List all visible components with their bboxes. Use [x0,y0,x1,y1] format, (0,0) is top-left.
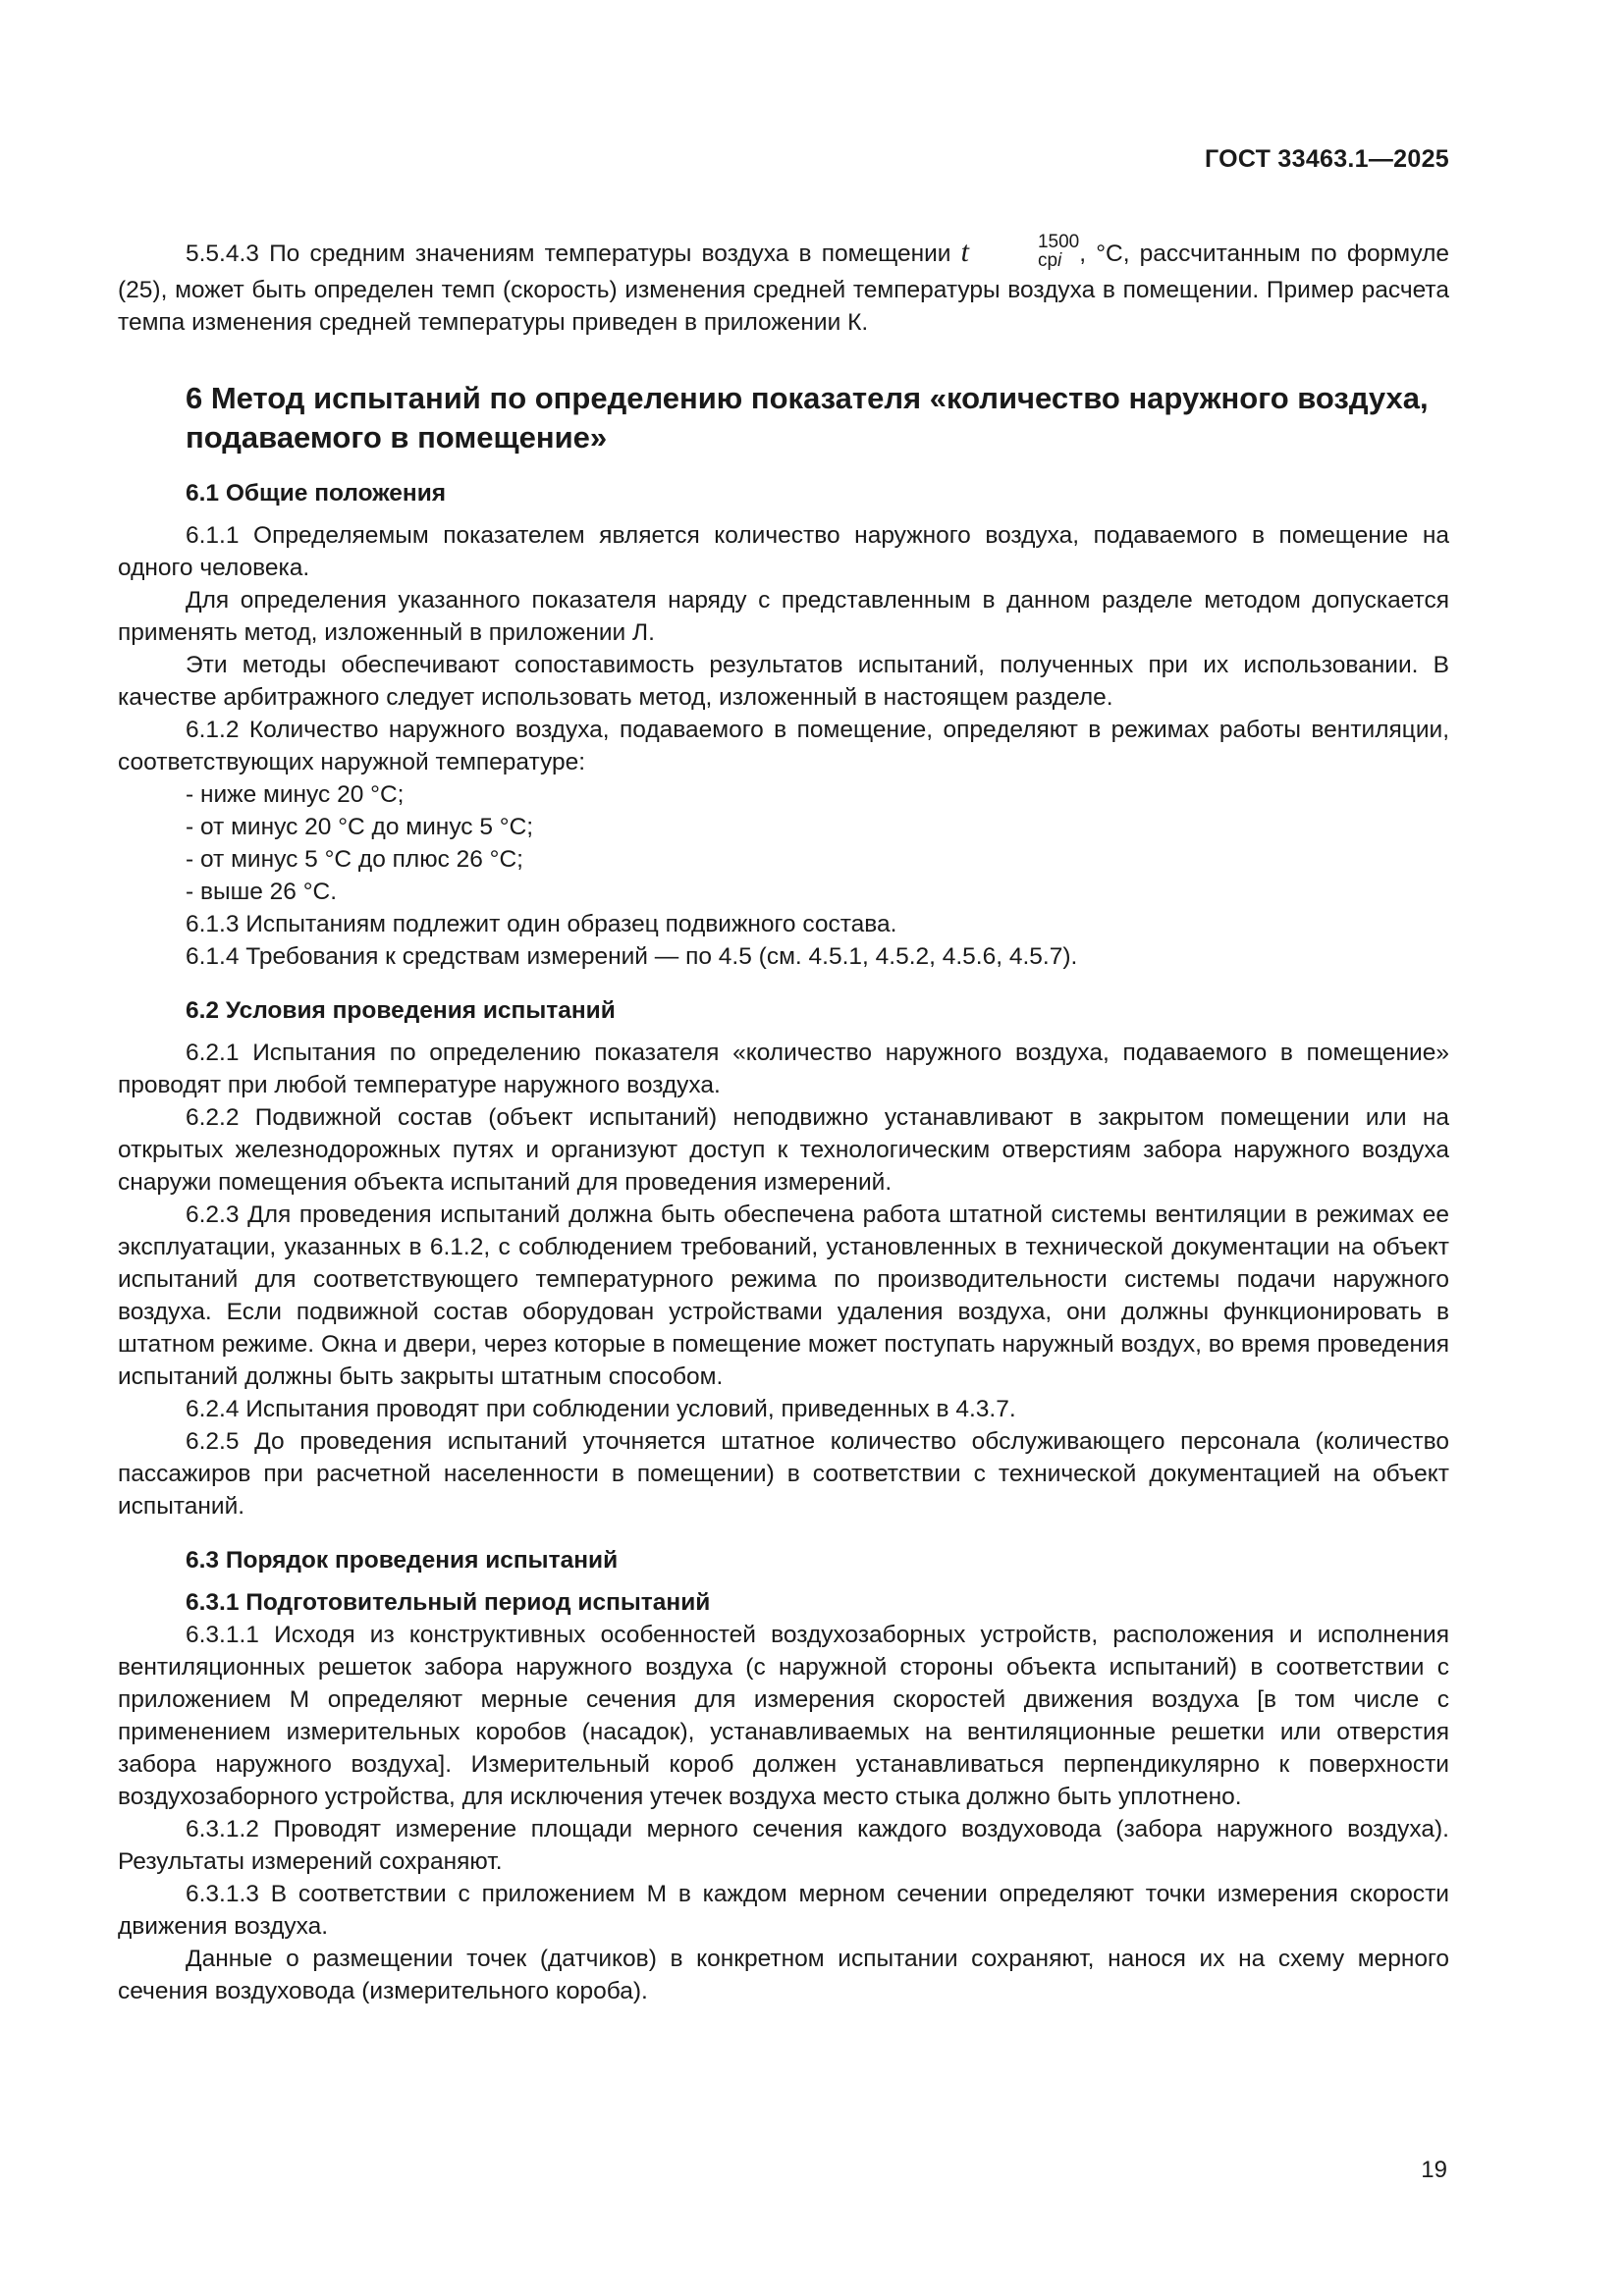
list-item: - от минус 20 °С до минус 5 °С; [186,813,534,840]
section-6-1-heading: 6.1 Общие положения [186,479,447,507]
paragraph-6-3-1-2: 6.3.1.2 Проводят измерение площади мерного сечения каждого воздуховода (забора наружного воздуха). Результаты измерений сохраняют. [118,1815,1449,1875]
page-number: 19 [1421,2157,1447,2183]
list-item: - выше 26 °С. [186,878,338,905]
paragraph-5-5-4-3 [118,231,1449,339]
document-code-header: ГОСТ 33463.1—2025 [1204,145,1449,173]
paragraph-text: , °С, рассчитанным по формуле (25), может быть определен темп (скорость) изменения средней температуры воздуха в помещении. Пример расчета темпа изменения средней температуры приведен в приложении К. [118,240,1449,336]
paragraph: Эти методы обеспечивают сопоставимость результатов испытаний, полученных при их использовании. В качестве арбитражного следует использовать метод, изложенный в настоящем разделе. [118,651,1449,711]
formula-indices [970,233,1079,270]
section-6-heading: 6 Метод испытаний по определению показателя «количество наружного воздуха, подаваемого в помещение» [186,380,1429,454]
formula-variable-t: t [960,236,969,268]
paragraph-6-2-3: 6.2.3 Для проведения испытаний должна быть обеспечена работа штатной системы вентиляции в режимах ее эксплуатации, указанных в 6.1.2, с соблюдением требований, установленных в технической документации на объект испытаний для соответствующего температурного режима по производительности системы подачи наружного воздуха. Если подвижной состав оборудован устройствами удаления воздуха, они должны функционировать в штатном режиме. Окна и двери, через которые в помещение может поступать наружный воздух, во время проведения испытаний должны быть закрыты штатным способом. [118,1201,1449,1390]
paragraph-6-2-1: 6.2.1 Испытания по определению показателя «количество наружного воздуха, подаваемого в помещение» проводят при любой температуре наружного воздуха. [118,1039,1449,1098]
paragraph: Для определения указанного показателя наряду с представленным в данном разделе методом допускается применять метод, изложенный в приложении Л. [118,586,1449,646]
formula-superscript: 1500 [1037,231,1080,252]
paragraph-6-2-5: 6.2.5 До проведения испытаний уточняется штатное количество обслуживающего персонала (количество пассажиров при расчетной населенности в помещении) в соответствии с технической документацией на объект испытаний. [118,1427,1449,1520]
paragraph-6-2-4: 6.2.4 Испытания проводят при соблюдении условий, приведенных в 4.3.7. [186,1395,1016,1422]
paragraph-text: 5.5.4.3 По средним значениям температуры воздуха в помещении [186,240,961,267]
paragraph-6-3-1-1: 6.3.1.1 Исходя из конструктивных особенностей воздухозаборных устройств, расположения и исполнения вентиляционных решеток забора наружного воздуха (с наружной стороны объекта испытаний) в соответствии с приложением М определяют мерные сечения для измерения скоростей движения воздуха [в том числе с применением измерительных коробов (насадок), устанавливаемых на вентиляционные решетки или отверстия забора наружного воздуха]. Измерительный короб должен устанавливаться перпендикулярно к поверхности воздухозаборного устройства, для исключения утечек воздуха место стыка должно быть уплотнено. [118,1621,1449,1810]
section-6-3-1-heading: 6.3.1 Подготовительный период испытаний [186,1588,711,1616]
paragraph-6-1-2: 6.1.2 Количество наружного воздуха, подаваемого в помещение, определяют в режимах работы вентиляции, соответствующих наружной температуре: [118,716,1449,775]
paragraph-6-1-1: 6.1.1 Определяемым показателем является количество наружного воздуха, подаваемого в помещение на одного человека. [118,521,1449,581]
section-6-2-heading: 6.2 Условия проведения испытаний [186,996,616,1024]
page-content [118,231,1449,2007]
paragraph-6-1-4: 6.1.4 Требования к средствам измерений — по 4.5 (см. 4.5.1, 4.5.2, 4.5.6, 4.5.7). [186,942,1078,970]
paragraph-6-1-3: 6.1.3 Испытаниям подлежит один образец подвижного состава. [186,910,897,937]
paragraph: Данные о размещении точек (датчиков) в конкретном испытании сохраняют, нанося их на схему мерного сечения воздуховода (измерительного короба). [118,1945,1449,2004]
list-item: - от минус 5 °С до плюс 26 °С; [186,845,523,873]
formula-subscript: cpi [1037,249,1062,271]
list-item: - ниже минус 20 °С; [186,780,405,808]
paragraph-6-3-1-3: 6.3.1.3 В соответствии с приложением М в каждом мерном сечении определяют точки измерения скорости движения воздуха. [118,1880,1449,1940]
section-6-3-heading: 6.3 Порядок проведения испытаний [186,1546,619,1574]
paragraph-6-2-2: 6.2.2 Подвижной состав (объект испытаний) неподвижно устанавливают в закрытом помещении или на открытых железнодорожных путях и организуют доступ к технологическим отверстиям забора наружного воздуха снаружи помещения объекта испытаний для проведения измерений. [118,1103,1449,1196]
